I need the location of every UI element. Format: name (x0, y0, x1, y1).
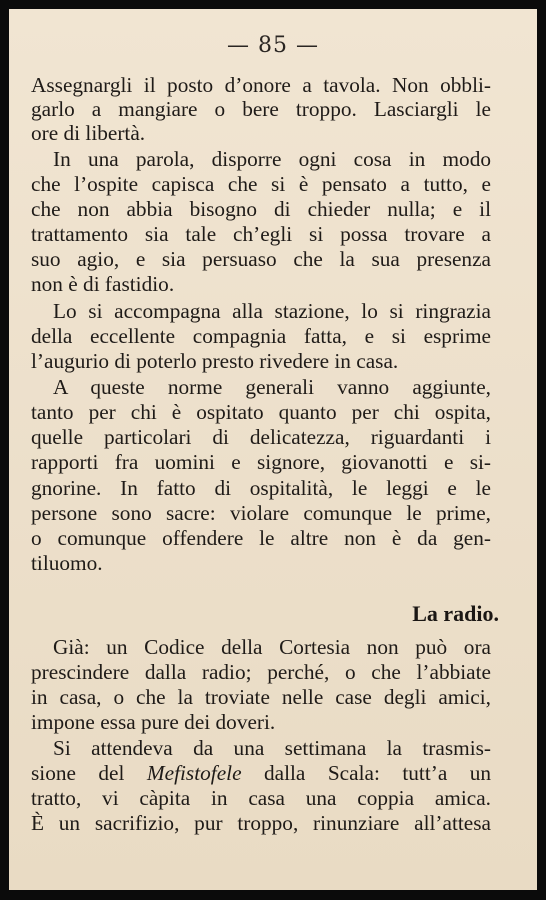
text-line: trattamento sia tale ch’egli si possa trovare a (31, 222, 491, 246)
text-line: tratto, vi càpita in casa una coppia amica. (31, 786, 491, 810)
text-line: suo agio, e sia persuaso che la sua presenza (31, 247, 491, 271)
text-line: tanto per chi è ospitato quanto per chi ospita, (31, 400, 491, 424)
text-line: l’augurio di poterlo presto rivedere in casa. (31, 349, 399, 373)
text-line: in casa, o che la troviate nelle case degli amici, (31, 685, 491, 709)
text-line: che non abbia bisogno di chieder nulla; e il (31, 197, 491, 221)
text-fragment: sione del (31, 761, 125, 785)
text-line: non è di fastidio. (31, 272, 175, 296)
body-text (31, 73, 491, 873)
text-line: È un sacrifizio, pur troppo, rinunziare all’attesa (31, 811, 491, 835)
text-line: che l’ospite capisca che si è pensato a tutto, e (31, 172, 491, 196)
text-fragment: dalla Scala: tutt’a un (264, 761, 492, 785)
text-line: persone sono sacre: violare comunque le prime, (31, 501, 491, 525)
text-line: Si attendeva da una settimana la trasmis- (53, 736, 491, 760)
text-line: Assegnargli il posto d’onore a tavola. Non obbli- (31, 73, 491, 97)
text-line: gnorine. In fatto di ospitalità, le leggi e le (31, 476, 491, 500)
text-line: quelle particolari di delicatezza, riguardanti i (31, 425, 491, 449)
book-page (9, 9, 537, 890)
text-line: prescindere dalla radio; perché, o che l’abbiate (31, 660, 491, 684)
text-line-with-title (31, 761, 491, 786)
text-line: A queste norme generali vanno aggiunte, (53, 375, 491, 399)
text-line: In una parola, disporre ogni cosa in modo (53, 147, 491, 171)
text-line: tiluomo. (31, 551, 103, 575)
text-line: o comunque offendere le altre non è da gen- (31, 526, 491, 550)
text-line: rapporti fra uomini e signore, giovanotti e si- (31, 450, 491, 474)
section-heading: La radio. (412, 601, 499, 626)
page-number: — 85 — (227, 33, 319, 58)
text-line: Lo si accompagna alla stazione, lo si ringrazia (53, 299, 491, 323)
opera-title: Mefistofele (146, 761, 242, 785)
text-line: della eccellente compagnia fatta, e si esprime (31, 324, 491, 348)
text-line: impone essa pure dei doveri. (31, 710, 276, 734)
text-line: garlo a mangiare o bere troppo. Lasciargli le (31, 97, 491, 121)
text-line: Già: un Codice della Cortesia non può ora (53, 635, 491, 659)
text-line: ore di libertà. (31, 121, 146, 145)
